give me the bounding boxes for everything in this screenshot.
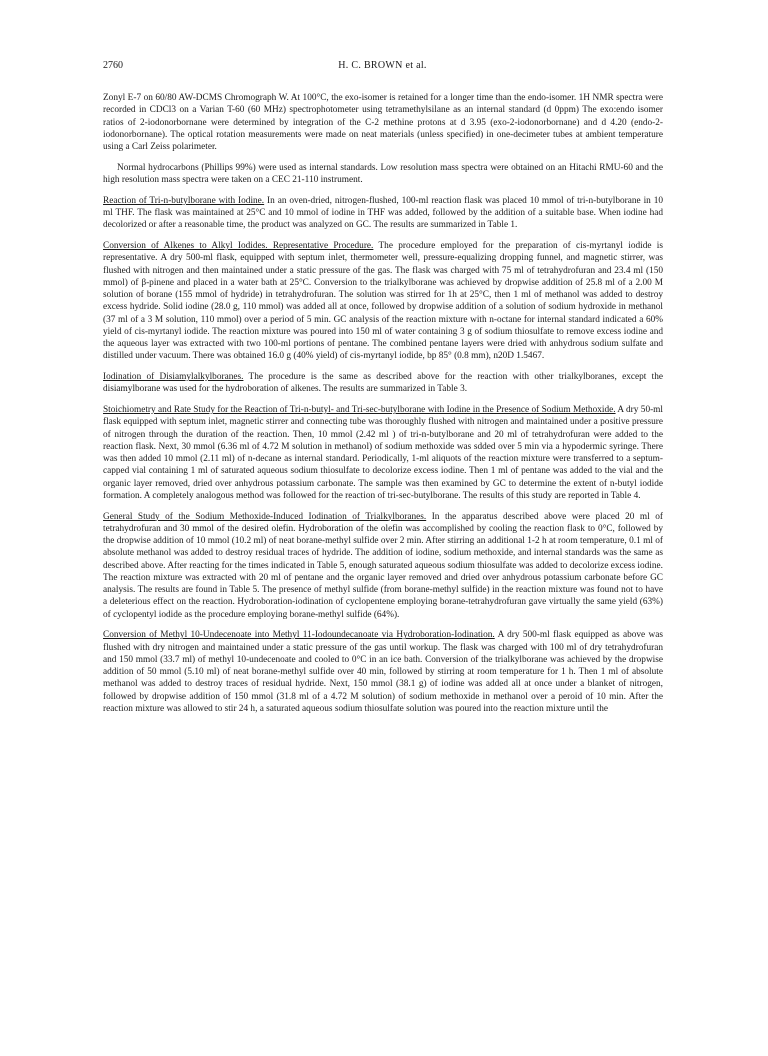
paragraph-text: Normal hydrocarbons (Phillips 99%) were used as internal standards. Low resolution mass spectra were obtained on an Hitachi RMU-60 and the high resolution mass spectra were taken on a CEC 21-110 instrument.: [103, 162, 663, 185]
paragraph-instrumentation: [103, 92, 663, 153]
paragraph-tributylborane-iodine: [103, 195, 663, 232]
paragraph-disiamylalkylboranes: [103, 371, 663, 396]
paragraph-heading: Reaction of Tri-n-butylborane with Iodine.: [103, 195, 265, 206]
body-text: [103, 92, 663, 724]
paragraph-heading: Stoichiometry and Rate Study for the Reaction of Tri-n-butyl- and Tri-sec-butylborane with Iodine in the Presence of Sodium Methoxide.: [103, 405, 616, 415]
paragraph-text: The procedure employed for the preparation of cis-myrtanyl iodide is representative. A dry 500-ml flask, equipped with septum inlet, thermometer well, pressure-equalizing dropping funnel, and magnetic stirrer, was flushed with nitrogen and then maintained under a static pressure of the gas. The flask was charged with 75 ml of tetrahydrofuran and 23.4 ml (150 mmol) of β-pinene and placed in a water bath at 25°C. Conversion to the trialkylborane was achieved by dropwise addition of 25.8 ml of a 2.00 M solution of borane (155 mmol of hydride) in tetrahydrofuran. The solution was stirred for 1h at 25°C, then 1 ml of methanol was added to destroy excess hydride. Solid iodine (28.0 g, 110 mmol) was added all at once, followed by dropwise addition of a solution of sodium hydroxide in methanol (37 ml of a 3 M solution, 110 mmol) over a period of 5 min. GC analysis of the reaction mixture with n-octane for internal standard indicated a 60% yield of cis-myrtanyl iodide. The reaction mixture was poured into 150 ml of water containing 3 g of sodium thiosulfate to remove excess iodine and the aqueous layer was extracted with two 100-ml portions of pentane. The combined pentane layers were dried with anhydrous sodium sulfate and distilled under vacuum. There was obtained 16.0 g (40% yield) of cis-myrtanyl iodide, bp 85° (0.8 mm), n20D 1.5467.: [103, 241, 663, 362]
paragraph-methyl-undecenoate: [103, 629, 663, 715]
paragraph-text: Zonyl E-7 on 60/80 AW-DCMS Chromograph W. At 100°C, the exo-isomer is retained for a longer time than the endo-isomer. 1H NMR spectra were recorded in CDCl3 on a Varian T-60 (60 MHz) spectrophotometer using tetramethylsilane as an internal standard (d 0ppm) The exo:endo isomer ratios of 2-iodonorbornane were determined by integration of the C-2 methine protons at d 3.95 (exo-2-iodonorbornane) and d 4.20 (endo-2-iodonorbornane). The optical rotation measurements were made on neat materials (unless specified) in one-decimeter tubes at ambient temperature using a Carl Zeiss polarimeter.: [103, 93, 663, 152]
paragraph-text: In an oven-dried, nitrogen-flushed, 100-ml reaction flask was placed 10 mmol of tri-n-butylborane in 10 ml THF. The flask was maintained at 25°C and 10 mmol of iodine in THF was added, followed by the addition of a suitable base. When iodine had decolorized or after a reasonable time, the product was analyzed on GC. The results are summarized in Table 1.: [103, 195, 664, 231]
paragraph-heading: Iodination of Disiamylalkylboranes.: [103, 372, 244, 382]
paragraph-heading: Conversion of Alkenes to Alkyl Iodides. Representative Procedure.: [103, 241, 374, 251]
paragraph-text: A dry 50-ml flask equipped with septum inlet, magnetic stirrer and connecting tube was thoroughly flushed with nitrogen and maintained under a positive pressure of nitrogen through the duration of the reaction. Then, 10 mmol (2.42 ml ) of tri-n-butylborane and 20 ml of tetrahydrofuran were added to the reaction flask. Next, 30 mmol (6.36 ml of 4.72 M solution in methanol) of sodium methoxide was sdded over 5 min via a hypodermic syringe. There was then added 10 mmol (2.11 ml) of n-decane as internal standard. Periodically, 1-ml aliquots of the reaction mixture were transferred to a septum-capped vial containing 1 ml of saturated aqueous sodium thiosulfate to decolorize excess iodine. Then 1 ml of pentane was added to the vial and the organic layer removed, dried over anhydrous potassium carbonate. The sample was then examined by GC to determine the extent of n-butyl iodide formation. A completely analogous method was followed for the reaction of tri-sec-butylborane. The results of this study are reported in Table 4.: [103, 405, 663, 501]
running-head: H. C. BROWN et al.: [338, 60, 427, 71]
paragraph-heading: General Study of the Sodium Methoxide-Induced Iodination of Trialkylboranes.: [103, 511, 427, 522]
paragraph-text: The procedure is the same as described above for the reaction with other trialkylboranes, except the disiamylborane was used for the hydroboration of alkenes. The results are summarized in Table 3.: [103, 372, 663, 395]
page-number: 2760: [103, 60, 123, 71]
paragraph-general-study: [103, 511, 663, 621]
paragraph-heading: Conversion of Methyl 10-Undecenoate into Methyl 11-Iodoundecanoate via Hydroboration-Iodination.: [103, 630, 495, 641]
paragraph-text: A dry 500-ml flask equipped as above was flushed with dry nitrogen and maintained under a static pressure of the gas until workup. The flask was charged with 100 ml of dry tetrahydrofuran and 150 mmol (33.7 ml) of methyl 10-undecenoate and cooled to 0°C in an ice bath. Conversion of the trialkylborane was achieved by the dropwise addition of 50 mmol (5.10 ml) of neat borane-methyl sulfide over 40 min, followed by stirring at room temperature for 1 h. Then 1 ml of absolute methanol was added to destroy traces of residual hydride. Next, 150 mmol (38.1 g) of iodine was added all at once under a blanket of nitrogen, followed by dropwise addition of 150 mmol (31.8 ml of a 4.72 M solution) of sodium methoxide in methanol over a peroid of 10 min. After the reaction mixture was allowed to stir 24 h, a saturated aqueous sodium thiosulfate solution was poured into the reaction mixture until the: [103, 630, 663, 714]
paragraph-text: In the apparatus described above were placed 20 ml of tetrahydrofuran and 30 mmol of the desired olefin. Hydroboration of the olefin was accomplished by cooling the reaction flask to 0°C, followed by the dropwise addition of 10 mmol (10.2 ml) of neat borane-methyl sulfide over 2 min. After stirring an additional 1-2 h at room temperature, 0.1 ml of absolute methanol was added to destroy residual traces of hydride. The addition of iodine, sodium methoxide, and internal standards was the same as described above. After reacting for the times indicated in Table 5, enough saturated aqueous sodium thiosulfate was added to decolorize excess iodine. The reaction mixture was extracted with 20 ml of pentane and the organic layer removed and dried over anhydrous potassium carbonate before GC analysis. The results are found in Table 5. The presence of methyl sulfide (from borane-methyl sulfide) in the reaction mixture was found not to have a deleterious effect on the reaction. Hydroboration-iodination of cyclopentene employing borane-tetrahydrofuran gave virtually the same yield (63%) of cyclopentyl iodide as the procedure employing borane-methyl sulfide (64%).: [103, 511, 663, 620]
page-header: [103, 60, 662, 74]
paragraph-alkenes-to-iodides: [103, 240, 663, 363]
paragraph-standards: [103, 162, 663, 187]
paragraph-stoichiometry-rate: [103, 404, 663, 502]
